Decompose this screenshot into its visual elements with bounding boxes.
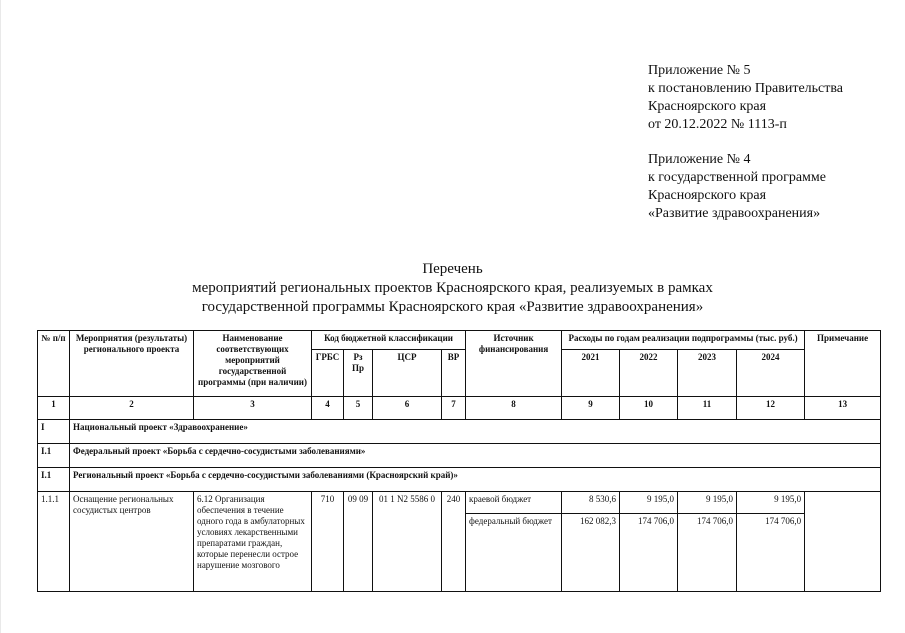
header-rzpr: Рз Пр — [344, 350, 373, 397]
item-csr: 01 1 N2 5586 0 — [373, 492, 442, 592]
section-text: Федеральный проект «Борьба с сердечно-сосудистыми заболеваниями» — [70, 444, 881, 468]
funding-2022: 9 195,0 — [620, 492, 678, 514]
funding-2023: 9 195,0 — [678, 492, 737, 514]
section-row — [38, 420, 881, 444]
appendix-5-line-4: от 20.12.2022 № 1113-п — [648, 117, 787, 132]
header-measures: Мероприятия (результаты) регионального проекта — [70, 331, 194, 397]
col-number: 4 — [312, 397, 344, 420]
section-row — [38, 468, 881, 492]
funding-2022: 174 706,0 — [620, 514, 678, 592]
col-number: 12 — [737, 397, 805, 420]
col-number: 11 — [678, 397, 737, 420]
column-numbers-row — [38, 397, 881, 420]
col-number: 13 — [805, 397, 881, 420]
col-number: 3 — [194, 397, 312, 420]
item-row-regional — [38, 492, 881, 514]
appendix-4-block — [648, 151, 826, 223]
document-subtitle-line-2: государственной программы Красноярского края «Развитие здравоохранения» — [201, 299, 704, 315]
header-2021: 2021 — [562, 350, 620, 397]
section-text: Национальный проект «Здравоохранение» — [70, 420, 881, 444]
funding-2021: 162 082,3 — [562, 514, 620, 592]
header-grbs: ГРБС — [312, 350, 344, 397]
section-num: I.1 — [38, 444, 70, 468]
appendix-5-block — [648, 62, 843, 134]
item-rzpr: 09 09 — [344, 492, 373, 592]
header-program-name: Наименование соответствующих мероприятий государственной программы (при наличии) — [194, 331, 312, 397]
funding-2023: 174 706,0 — [678, 514, 737, 592]
header-source: Источник финансирования — [466, 331, 562, 397]
appendix-4-line-4: «Развитие здравоохранения» — [648, 206, 821, 221]
appendix-4-line-3: Красноярского края — [648, 188, 767, 203]
header-2022: 2022 — [620, 350, 678, 397]
item-grbs: 710 — [312, 492, 344, 592]
header-row-1 — [38, 331, 881, 350]
item-vr: 240 — [442, 492, 466, 592]
col-number: 8 — [466, 397, 562, 420]
header-budget-code: Код бюджетной классификации — [312, 331, 466, 350]
header-2024: 2024 — [737, 350, 805, 397]
measures-table — [37, 330, 881, 592]
header-2023: 2023 — [678, 350, 737, 397]
section-row — [38, 444, 881, 468]
header-num: № п/п — [38, 331, 70, 397]
appendix-5-line-2: к постановлению Правительства — [648, 81, 844, 96]
funding-2021: 8 530,6 — [562, 492, 620, 514]
col-number: 5 — [344, 397, 373, 420]
item-measure: Оснащение региональных сосудистых центров — [70, 492, 194, 592]
document-subtitle-line-1: мероприятий региональных проектов Красноярского края, реализуемых в рамках — [192, 280, 713, 296]
header-note: Примечание — [805, 331, 881, 397]
header-vr: ВР — [442, 350, 466, 397]
header-expenses: Расходы по годам реализации подпрограммы (тыс. руб.) — [562, 331, 805, 350]
item-num: 1.1.1 — [38, 492, 70, 592]
col-number: 2 — [70, 397, 194, 420]
appendix-5-line-1: Приложение № 5 — [648, 63, 751, 78]
section-text: Региональный проект «Борьба с сердечно-сосудистыми заболеваниями (Красноярский край)» — [70, 468, 881, 492]
section-num: I.1 — [38, 468, 70, 492]
appendix-4-line-1: Приложение № 4 — [648, 152, 751, 167]
appendix-5-line-3: Красноярского края — [648, 99, 767, 114]
funding-source: федеральный бюджет — [466, 514, 562, 592]
item-note — [805, 492, 881, 592]
col-number: 9 — [562, 397, 620, 420]
funding-2024: 174 706,0 — [737, 514, 805, 592]
funding-source: краевой бюджет — [466, 492, 562, 514]
col-number: 10 — [620, 397, 678, 420]
col-number: 1 — [38, 397, 70, 420]
appendix-4-line-2: к государственной программе — [648, 170, 826, 185]
document-title: Перечень — [422, 261, 483, 277]
funding-2024: 9 195,0 — [737, 492, 805, 514]
section-num: I — [38, 420, 70, 444]
col-number: 6 — [373, 397, 442, 420]
header-csr: ЦСР — [373, 350, 442, 397]
col-number: 7 — [442, 397, 466, 420]
item-program: 6.12 Организация обеспечения в течение одного года в амбулаторных условиях лекарственными препаратами граждан, которые перенесли острое нарушение мозгового — [194, 492, 312, 592]
